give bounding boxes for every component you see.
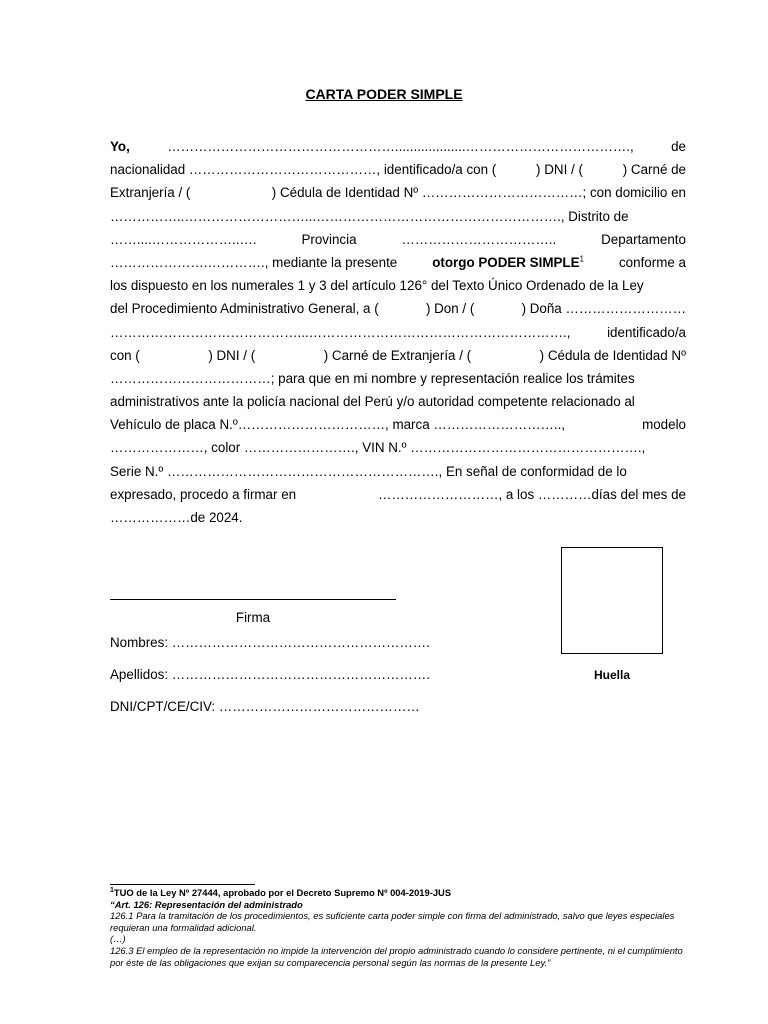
body-text: del Procedimiento Administrativo General, a (	[110, 301, 379, 317]
body-line-11	[110, 370, 686, 393]
body-line-7	[110, 277, 686, 300]
footnote-ref: 1	[579, 254, 584, 264]
body-line-16	[110, 486, 686, 509]
body-text: Extranjería / (	[110, 185, 191, 201]
body-text: conforme a	[618, 254, 686, 270]
body-line-2	[110, 161, 686, 184]
body-text: ……………………………………………...................……………………………….,	[167, 139, 634, 154]
body-line-14	[110, 439, 686, 462]
body-text: con (	[110, 347, 140, 363]
body-text: ………………………………; para que en mi nombre y representación realice los trámites	[110, 370, 635, 386]
letter-body	[110, 138, 686, 532]
footnote-source: TUO de la Ley Nº 27444, aprobado por el Decreto Supremo Nº 004-2019-JUS	[113, 887, 452, 898]
body-text: modelo	[642, 417, 686, 433]
body-text-bold	[432, 254, 584, 277]
footnote-number: 1	[110, 886, 114, 894]
body-text: Provincia	[301, 231, 357, 247]
fingerprint-box	[561, 547, 663, 654]
body-line-1	[110, 138, 686, 161]
body-text: ……....………………..….	[110, 231, 257, 247]
body-line-6	[110, 254, 686, 277]
signature-label: Firma	[235, 610, 271, 625]
body-text: ………………………, a los …………días del mes de	[377, 486, 686, 502]
body-line-4	[110, 208, 686, 231]
dni-field: DNI/CPT/CE/CIV: ………………………………………	[110, 699, 420, 714]
body-text: ) Carné de	[622, 162, 686, 178]
footnote-article: “Art. 126: Representación del administrado	[110, 898, 303, 910]
body-line-12	[110, 393, 686, 416]
body-line-5	[110, 231, 686, 254]
nombres-field: Nombres: ………………………………………………….	[110, 635, 430, 650]
body-line-15	[110, 463, 686, 486]
body-text: ……………..………………………...………………………………………………., Distrito de	[110, 208, 629, 224]
footnote-paragraph-1: 126.1 Para la tramitación de los procedimientos, es suficiente carta poder simple con firma del administrado, salvo que leyes especiales requieran una formalidad adicional.	[110, 910, 675, 933]
body-text: Vehículo de placa N.º……………………………, marca ………………………..,	[110, 417, 566, 433]
body-text: ………………de 2024.	[110, 510, 243, 525]
body-text: ) Don / (	[425, 301, 475, 317]
body-text: Yo,	[110, 139, 130, 154]
body-text: ) Cédula de Identidad Nº ………………………………; con domicilio en	[271, 185, 686, 201]
page-title: CARTA PODER SIMPLE	[305, 86, 463, 102]
signature-line	[110, 599, 396, 600]
footnote	[110, 887, 688, 968]
apellidos-field: Apellidos: ………………………………………………….	[110, 667, 430, 682]
body-text: ) DNI / (	[208, 347, 256, 363]
body-text: Departamento	[601, 231, 686, 247]
body-line-10	[110, 347, 686, 370]
body-text: los dispuesto en los numerales 1 y 3 del artículo 126° del Texto Único Ordenado de la Ley	[110, 278, 644, 294]
body-text: ) DNI / (	[536, 162, 583, 178]
body-text: administrativos ante la policía nacional del Perú y/o autoridad competente relacionado al	[110, 394, 635, 410]
body-line-9	[110, 324, 686, 347]
body-line-17	[110, 509, 686, 532]
fingerprint-label: Huella	[593, 668, 630, 682]
body-text: ) Carné de Extranjería / (	[323, 347, 472, 363]
body-text: nacionalidad ……………………………………, identificado/a con (	[110, 162, 497, 178]
body-text: ) Cédula de Identidad Nº	[539, 347, 686, 363]
body-text: identificado/a	[607, 324, 686, 340]
body-line-8	[110, 300, 686, 323]
body-line-3	[110, 184, 686, 207]
footnote-source-line	[110, 887, 688, 899]
body-text: ……………………………..	[401, 231, 557, 247]
body-text: ……………………………………...………………………………………………….,	[110, 324, 571, 340]
footnote-separator	[110, 884, 255, 885]
footnote-paragraph-3: 126.3 El empleo de la representación no impide la intervención del propio administrado cuando lo considere pertinente, ni el cumplimiento por éste de las obligaciones que exijan su comparecencia personal según las normas de la presente Ley.”	[110, 944, 683, 968]
body-text: Serie N.º ……………………………………………………., En señal de conformidad de lo	[110, 463, 627, 479]
body-text: de	[671, 139, 686, 154]
footnote-ellipsis: (…)	[110, 933, 126, 945]
body-text: expresado, procedo a firmar en	[110, 486, 297, 502]
poder-simple-text: otorgo PODER SIMPLE	[432, 254, 580, 270]
body-text: ) Doña ………………………	[521, 301, 686, 317]
body-line-13	[110, 416, 686, 439]
body-text: …………………, color ……………………., VIN N.º …………………………………………….,	[110, 440, 646, 456]
body-text: ………………….…………., mediante la presente	[110, 254, 398, 270]
